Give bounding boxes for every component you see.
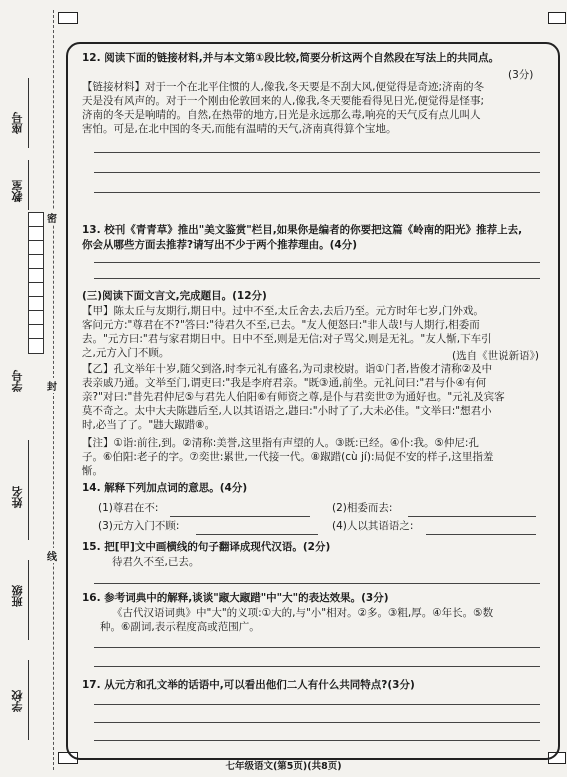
q16-dict-line: 《古代汉语词典》中"大"的义项:①大的,与"小"相对。②多。③粗,厚。④年长。⑤数 [112, 607, 494, 619]
class-label: 班级 [11, 585, 24, 607]
q12-material-line: 害怕。可是,在北中国的冬天,而能有温晴的天气,济南真得算个宝地。 [82, 123, 397, 135]
corner-mark-top-right [548, 12, 566, 24]
yi-line: 表亲戚乃通。文举至门,谓吏曰:"我是李府君亲。"既③通,前坐。元礼问曰:"君与仆④有何 [82, 377, 487, 389]
q12-material-line: 天是没有风声的。对于一个刚由伦敦回来的人,像我,冬天要能看得见日光,便觉得是怪事; [82, 95, 485, 107]
q16-dict-line: 种。⑥副词,表示程度高或范围广。 [100, 621, 260, 633]
note-line: 子。⑥伯阳:老子的字。⑦奕世:累世,一代接一代。⑧踧踖(cù jí):局促不安的样子,这里指羞 [82, 451, 494, 463]
q14-blank-4[interactable] [426, 534, 536, 535]
yi-line: 【乙】孔文举年十岁,随父到洛,时李元礼有盛名,为司隶校尉。诣①门者,皆俊才清称②及中 [82, 363, 493, 375]
yi-line: 亲?"对曰:"昔先君仲尼⑤与君先人伯阳⑥有师资之尊,是仆与君奕世⑦为通好也。"元礼及宾客 [82, 391, 505, 403]
seat-label: 座号 [11, 112, 24, 134]
q14-item-3: (3)元方入门不顾: [98, 520, 180, 532]
q14-blank-3[interactable] [196, 534, 318, 535]
seat-field[interactable] [28, 78, 29, 148]
q15-title: 15. 把[甲]文中画横线的句子翻译成现代汉语。(2分) [82, 541, 331, 553]
room-field[interactable] [28, 160, 29, 210]
seal-char-mi: 密 [47, 210, 57, 225]
q12-answer-line[interactable] [94, 172, 540, 173]
class-field[interactable] [28, 560, 29, 640]
jia-line: 之,元方入门不顾。 [82, 347, 170, 359]
q17-answer-line[interactable] [94, 740, 540, 741]
jia-line: 【甲】陈太丘与友期行,期日中。过中不至,太丘舍去,去后乃至。元方时年七岁,门外戏。 [82, 305, 484, 317]
q17-title: 17. 从元方和孔文举的话语中,可以看出他们二人有什么共同特点?(3分) [82, 679, 415, 691]
note-line: 惭。 [82, 465, 103, 477]
school-field[interactable] [28, 660, 29, 740]
q17-answer-line[interactable] [94, 704, 540, 705]
q16-answer-line[interactable] [94, 666, 540, 667]
note-line: 【注】①诣:前往,到。②清称:美誉,这里指有声望的人。③既:已经。④仆:我。⑤仲尼:孔 [82, 437, 479, 449]
yi-line: 时,必当了了。"韪大踧踖⑧。 [82, 419, 216, 431]
name-label: 姓名 [11, 486, 24, 508]
page-footer: 七年级语文(第5页)(共8页) [225, 761, 342, 772]
corner-mark-top-left [58, 12, 78, 24]
name-field[interactable] [28, 440, 29, 540]
q15-answer-line[interactable] [94, 583, 540, 584]
q14-blank-2[interactable] [408, 516, 536, 517]
q14-item-2: (2)相委而去: [332, 502, 393, 514]
q13-answer-line[interactable] [94, 262, 540, 263]
q14-item-4: (4)人以其语语之: [332, 520, 414, 532]
jia-line: 客问元方:"尊君在不?"答曰:"待君久不至,已去。"友人便怒曰:"非人哉!与人期行,相委而 [82, 319, 480, 331]
jia-line: 去。"元方曰:"君与家君期日中。日中不至,则是无信;对子骂父,则是无礼。"友人惭,下车引 [82, 333, 492, 345]
q15-sentence: 待君久不至,已去。 [112, 556, 200, 568]
q13-answer-line[interactable] [94, 278, 540, 279]
q12-material-line: 【链接材料】对于一个在北平住惯的人,像我,冬天要是不刮大风,便觉得是奇迹;济南的冬 [82, 81, 485, 93]
q14-title: 14. 解释下列加点词的意思。(4分) [82, 482, 248, 494]
jia-source: (选自《世说新语》) [452, 350, 539, 362]
q16-title: 16. 参考词典中的解释,谈谈"踧大踧踖"中"大"的表达效果。(3分) [82, 592, 389, 604]
q14-item-1: (1)尊君在不: [98, 502, 159, 514]
id-digit-box[interactable] [28, 338, 44, 354]
seal-char-feng: 封 [47, 378, 57, 393]
id-label: 学号 [11, 370, 24, 392]
q12-answer-line[interactable] [94, 152, 540, 153]
room-label: 教室 [11, 180, 24, 202]
q12-answer-line[interactable] [94, 192, 540, 193]
q14-blank-1[interactable] [170, 516, 310, 517]
q16-answer-line[interactable] [94, 647, 540, 648]
q13-title-cont: 你会从哪些方面去推荐?请写出不少于两个推荐理由。(4分) [82, 239, 357, 251]
school-label: 学校 [11, 690, 24, 712]
q12-title: 12. 阅读下面的链接材料,并与本文第①段比较,简要分析这两个自然段在写法上的共同点。 [82, 52, 500, 64]
q13-title: 13. 校刊《青青草》推出"美文鉴赏"栏目,如果你是编者的你要把这篇《岭南的阳光》推荐上去, [82, 224, 523, 236]
yi-line: 莫不奇之。太中大夫陈韪后至,人以其语语之,韪曰:"小时了了,大未必佳。"文举曰:"想君小 [82, 405, 492, 417]
q12-material-line: 济南的冬天是响晴的。自然,在热带的地方,日光是永远那么毒,响亮的天气反有点儿叫人 [82, 109, 481, 121]
q12-score: (3分) [508, 69, 534, 81]
section3-title: (三)阅读下面文言文,完成题目。(12分) [82, 290, 267, 302]
seal-char-xian: 线 [47, 548, 57, 563]
q17-answer-line[interactable] [94, 722, 540, 723]
